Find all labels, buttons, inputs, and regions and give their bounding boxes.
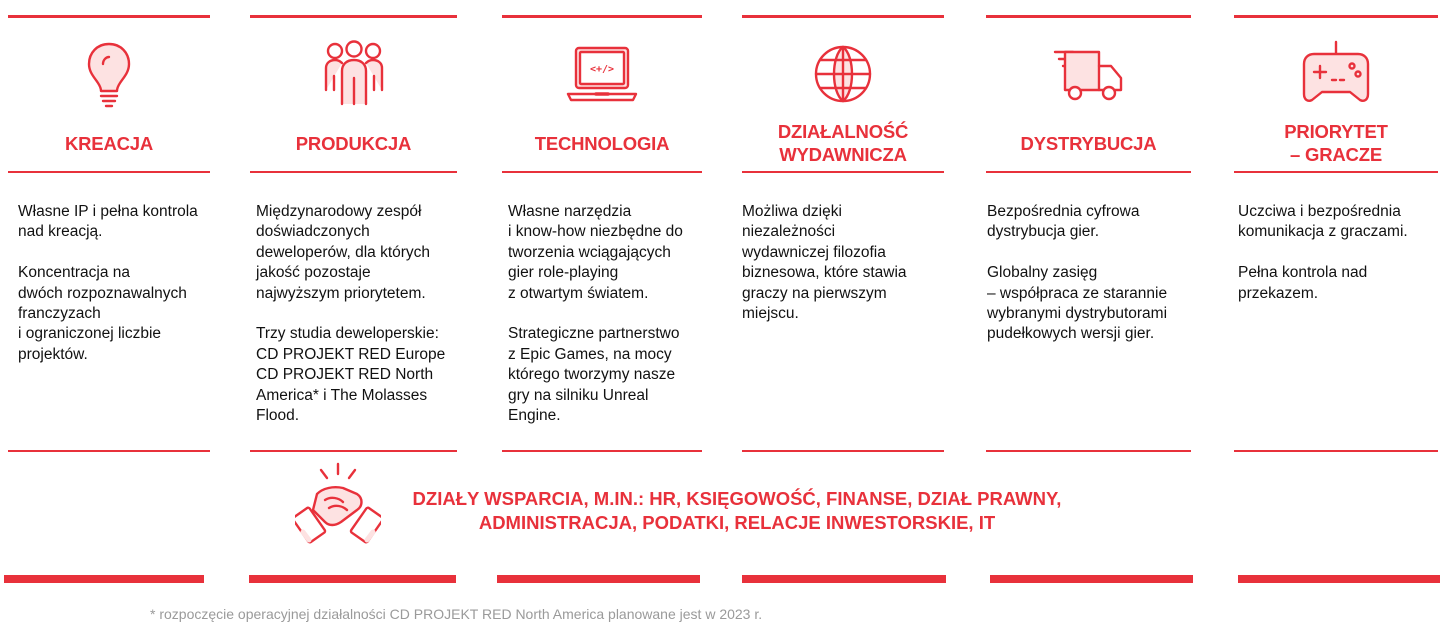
support-line-1: DZIAŁY WSPARCIA, M.IN.: HR, KSIĘGOWOŚĆ, FINANSE, DZIAŁ PRAWNY, bbox=[412, 488, 1062, 509]
column-priorytet-gracze bbox=[1234, 0, 1438, 452]
column-top-bar bbox=[1234, 15, 1438, 18]
footnote: * rozpoczęcie operacyjnej działalności CD PROJEKT RED North America planowane jest w 2023 r. bbox=[150, 606, 763, 622]
column-dystrybucja bbox=[986, 0, 1191, 452]
support-departments bbox=[295, 460, 1095, 552]
column-divider bbox=[8, 171, 210, 173]
svg-text:<+/>: <+/> bbox=[589, 64, 615, 75]
column-title: DYSTRYBUCJA bbox=[1020, 132, 1157, 154]
column-bottom-divider bbox=[502, 450, 702, 452]
column-technologia bbox=[502, 0, 702, 452]
bottom-bar bbox=[4, 575, 204, 583]
paragraph: Międzynarodowy zespół doświadczonych deweloperów, dla których jakość pozostaje najwyższym priorytetem. bbox=[256, 203, 431, 302]
bottom-bar bbox=[497, 575, 700, 583]
handshake-icon bbox=[295, 460, 381, 552]
paragraph: Pełna kontrola nad przekazem. bbox=[1238, 264, 1368, 302]
column-top-bar bbox=[502, 15, 702, 18]
column-description bbox=[1238, 202, 1434, 304]
column-title: KREACJA bbox=[64, 132, 154, 154]
paragraph: Strategiczne partnerstwo z Epic Games, na mocy którego tworzymy nasze gry na silniku Unreal Engine. bbox=[508, 325, 680, 425]
column-description bbox=[742, 202, 940, 324]
column-dzialalnosc-wydawnicza bbox=[742, 0, 944, 452]
column-top-bar bbox=[742, 15, 944, 18]
column-title: PRODUKCJA bbox=[295, 132, 412, 154]
column-divider bbox=[502, 171, 702, 173]
paragraph: Bezpośrednia cyfrowa dystrybucja gier. bbox=[987, 203, 1140, 241]
bottom-bar bbox=[742, 575, 946, 583]
paragraph: Trzy studia deweloperskie: CD PROJEKT RED Europe CD PROJEKT RED North America* i The Molasses Flood. bbox=[256, 325, 446, 425]
column-description bbox=[256, 202, 453, 426]
column-description bbox=[18, 202, 206, 365]
column-divider bbox=[986, 171, 1191, 173]
column-bottom-divider bbox=[742, 450, 944, 452]
paragraph: Własne narzędzia i know-how niezbędne do tworzenia wciągających gier role-playing z otwartym światem. bbox=[508, 203, 683, 302]
column-divider bbox=[742, 171, 944, 173]
column-top-bar bbox=[250, 15, 457, 18]
column-title: TECHNOLOGIA bbox=[534, 132, 670, 154]
column-description bbox=[508, 202, 698, 426]
column-description bbox=[987, 202, 1187, 345]
column-divider bbox=[1234, 171, 1438, 173]
support-line-2: ADMINISTRACJA, PODATKI, RELACJE INWESTORSKIE, IT bbox=[478, 512, 996, 533]
lightbulb-icon bbox=[73, 38, 145, 110]
column-divider bbox=[250, 171, 457, 173]
paragraph: Koncentracja na dwóch rozpoznawalnych franczyzach i ograniczonej liczbie projektów. bbox=[18, 264, 187, 363]
paragraph: Własne IP i pełna kontrola nad kreacją. bbox=[18, 203, 198, 241]
column-kreacja bbox=[8, 0, 210, 452]
paragraph: Możliwa dzięki niezależności wydawniczej filozofia biznesowa, które stawia graczy na pierwszym miejscu. bbox=[742, 203, 907, 323]
team-icon bbox=[318, 38, 390, 110]
column-title: PRIORYTET – GRACZE bbox=[1284, 121, 1388, 165]
paragraph: Globalny zasięg – współpraca ze starannie wybranymi dystrybutorami pudełkowych wersji gier. bbox=[987, 264, 1168, 343]
globe-icon bbox=[807, 38, 879, 110]
column-bottom-divider bbox=[8, 450, 210, 452]
column-top-bar bbox=[986, 15, 1191, 18]
paragraph: Uczciwa i bezpośrednia komunikacja z graczami. bbox=[1238, 203, 1408, 241]
laptop-code-icon bbox=[566, 38, 638, 110]
column-bottom-divider bbox=[986, 450, 1191, 452]
bottom-bar bbox=[249, 575, 456, 583]
support-departments-text bbox=[387, 487, 1087, 535]
column-bottom-divider bbox=[1234, 450, 1438, 452]
bottom-bar bbox=[990, 575, 1193, 583]
column-title: DZIAŁALNOŚĆ WYDAWNICZA bbox=[777, 121, 909, 165]
gamepad-icon bbox=[1300, 38, 1372, 110]
column-bottom-divider bbox=[250, 450, 457, 452]
column-produkcja bbox=[250, 0, 457, 452]
delivery-truck-icon bbox=[1053, 38, 1125, 110]
column-top-bar bbox=[8, 15, 210, 18]
bottom-bar bbox=[1238, 575, 1440, 583]
